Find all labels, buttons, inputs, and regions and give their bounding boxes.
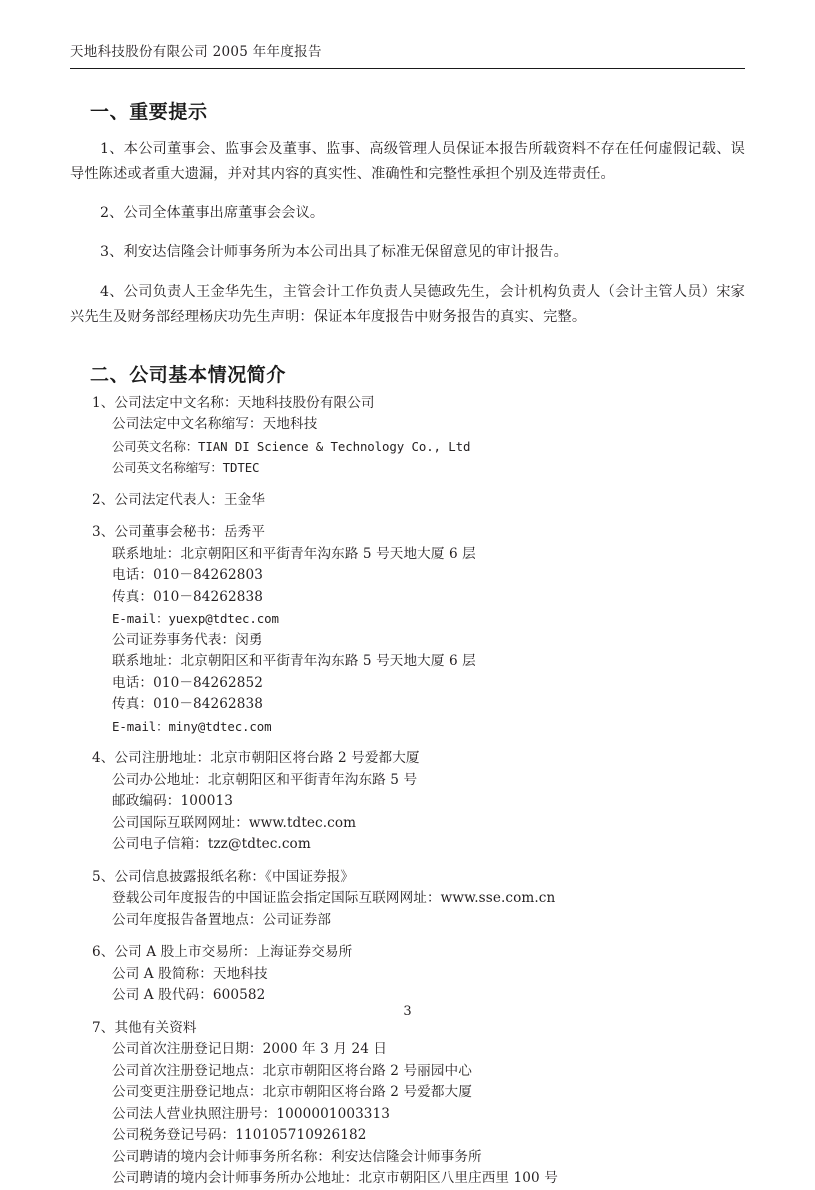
page-number: 3 <box>403 1004 412 1019</box>
info-block-addresses <box>70 748 745 856</box>
info-line: 公司首次注册登记地点：北京市朝阳区将台路 2 号丽园中心 <box>112 1062 472 1079</box>
notice-item: 3、利安达信隆会计师事务所为本公司出具了标准无保留意见的审计报告。 <box>100 244 568 261</box>
info-line: 2、公司法定代表人：王金华 <box>92 491 266 508</box>
info-line: 公司税务登记号码：110105710926182 <box>112 1127 367 1144</box>
company-profile-list <box>70 393 745 1190</box>
notice-item: 4、公司负责人王金华先生，主管会计工作负责人吴德政先生，会计机构负责人（会计主管人员）宋家兴先生及财务部经理杨庆功先生声明：保证本年度报告中财务报告的真实、完整。 <box>70 283 745 325</box>
info-line: 7、其他有关资料 <box>92 1019 197 1036</box>
info-line: 传真：010－84262838 <box>112 696 264 713</box>
info-line: 联系地址：北京朝阳区和平街青年沟东路 5 号天地大厦 6 层 <box>112 545 476 562</box>
info-block-disclosure <box>70 867 745 932</box>
info-line: 公司法人营业执照注册号：1000001003313 <box>112 1105 391 1122</box>
info-line: 5、公司信息披露报纸名称：《中国证券报》 <box>92 868 355 885</box>
info-line: 电话：010－84262852 <box>112 674 264 691</box>
info-line: 公司电子信箱：tzz@tdtec.com <box>112 836 311 853</box>
notice-item: 2、公司全体董事出席董事会会议。 <box>100 205 325 222</box>
info-block-board-secretary <box>70 522 745 737</box>
info-line: 公司英文名称缩写：TDTEC <box>112 460 260 476</box>
info-line: 6、公司 A 股上市交易所：上海证券交易所 <box>92 944 353 961</box>
info-line: 公司 A 股简称：天地科技 <box>112 965 268 982</box>
info-line: 公司首次注册登记日期：2000 年 3 月 24 日 <box>112 1041 388 1058</box>
info-line: 邮政编码：100013 <box>112 793 233 810</box>
info-line: 公司聘请的境内会计师事务所名称：利安达信隆会计师事务所 <box>112 1148 482 1165</box>
info-line: E-mail：miny@tdtec.com <box>112 718 272 734</box>
info-line: 公司聘请的境内会计师事务所办公地址：北京市朝阳区八里庄西里 100 号 <box>112 1170 558 1187</box>
info-line: 公司变更注册登记地点：北京市朝阳区将台路 2 号爱都大厦 <box>112 1084 472 1101</box>
info-line: 公司国际互联网网址：www.tdtec.com <box>112 814 357 831</box>
info-block-listing <box>70 942 745 1007</box>
info-line: 传真：010－84262838 <box>112 588 264 605</box>
info-line: 公司 A 股代码：600582 <box>112 987 266 1004</box>
info-line: 公司法定中文名称缩写：天地科技 <box>112 416 318 433</box>
section-heading-company-profile: 二、公司基本情况简介 <box>90 363 287 386</box>
info-line: 3、公司董事会秘书：岳秀平 <box>92 524 266 541</box>
section-heading-important-notice: 一、重要提示 <box>90 101 208 123</box>
notice-item: 1、本公司董事会、监事会及董事、监事、高级管理人员保证本报告所载资料不存在任何虚假记载、误导性陈述或者重大遗漏，并对其内容的真实性、准确性和完整性承担个别及连带责任。 <box>70 141 745 182</box>
header-title: 天地科技股份有限公司 2005 年年度报告 <box>70 44 322 60</box>
info-block-company-names <box>70 393 745 479</box>
info-line: 1、公司法定中文名称：天地科技股份有限公司 <box>92 394 375 411</box>
info-line: 公司年度报告备置地点：公司证券部 <box>112 911 332 928</box>
info-line: 电话：010－84262803 <box>112 567 264 584</box>
info-line: 公司办公地址：北京朝阳区和平街青年沟东路 5 号 <box>112 771 418 788</box>
running-header <box>70 0 745 69</box>
page-footer <box>0 1000 815 1019</box>
info-line: 公司证券事务代表：闵勇 <box>112 631 263 648</box>
info-block-legal-representative <box>70 490 745 512</box>
important-notice-list <box>70 137 745 330</box>
info-line: 4、公司注册地址：北京市朝阳区将台路 2 号爱都大厦 <box>92 750 420 767</box>
info-line: 公司英文名称：TIAN DI Science & Technology Co., Ltd <box>112 438 471 454</box>
info-line: 登载公司年度报告的中国证监会指定国际互联网网址：www.sse.com.cn <box>112 890 556 907</box>
info-block-other-information <box>70 1018 745 1190</box>
info-line: 联系地址：北京朝阳区和平街青年沟东路 5 号天地大厦 6 层 <box>112 653 476 670</box>
info-line: E-mail：yuexp@tdtec.com <box>112 611 279 627</box>
